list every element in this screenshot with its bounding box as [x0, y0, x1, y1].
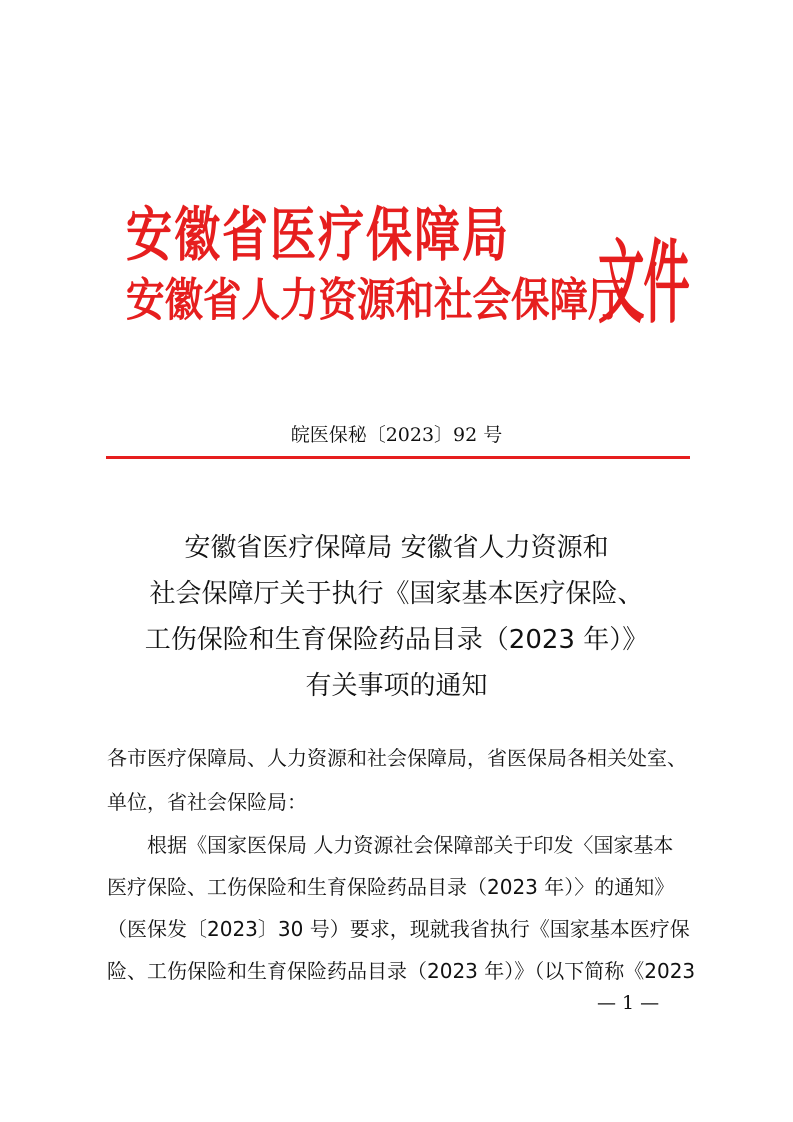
issuer-line-1: 安徽省医疗保障局	[126, 201, 511, 270]
title-line-4: 有关事项的通知	[305, 671, 488, 701]
red-divider	[106, 456, 690, 459]
page-number: — 1 —	[597, 992, 660, 1014]
document-number: 皖医保秘〔2023〕92 号	[290, 424, 503, 446]
body-line: 险、工伤保险和生育保险药品目录（2023 年）》（以下简称《2023	[107, 959, 696, 983]
body-line: 根据《国家医保局 人力资源社会保障部关于印发〈国家基本	[147, 833, 674, 857]
body-line: （医保发〔2023〕30 号）要求，现就我省执行《国家基本医疗保	[107, 917, 690, 941]
document-type-label: 文件	[598, 231, 689, 336]
body-line: 单位，省社会保险局：	[107, 790, 307, 814]
title-line-2: 社会保障厅关于执行《国家基本医疗保险、	[149, 579, 644, 609]
title-line-3: 工伤保险和生育保险药品目录（2023 年）》	[144, 625, 649, 655]
body-line: 各市医疗保障局、人力资源和社会保障局，省医保局各相关处室、	[107, 746, 687, 770]
body-line: 医疗保险、工伤保险和生育保险药品目录（2023 年）〉的通知》	[107, 875, 675, 899]
issuer-line-2: 安徽省人力资源和社会保障厅	[126, 275, 627, 328]
title-line-1: 安徽省医疗保障局 安徽省人力资源和	[184, 533, 609, 563]
